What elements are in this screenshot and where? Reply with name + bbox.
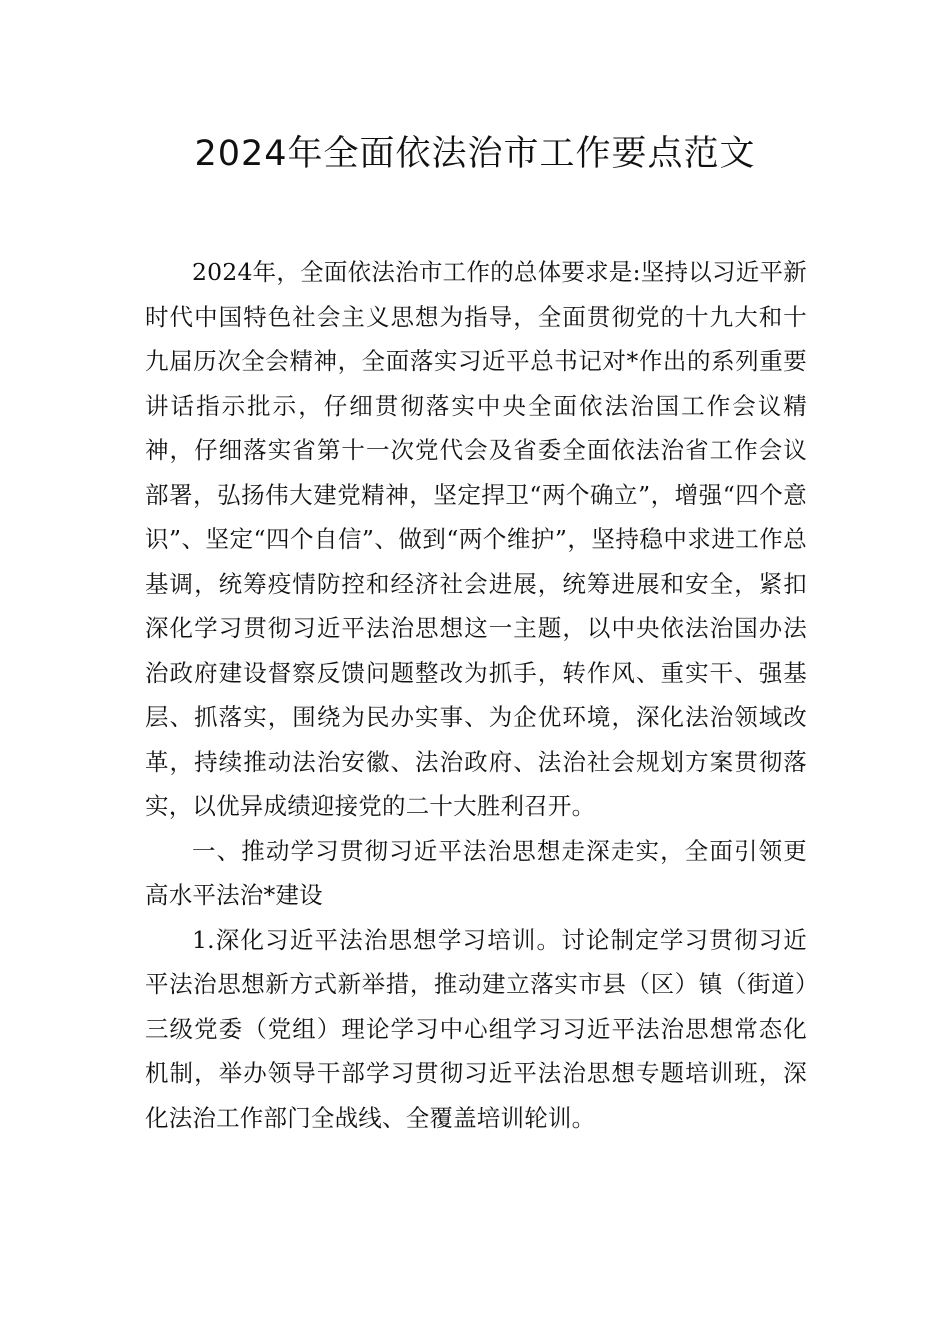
document-title: 2024年全面依法治市工作要点范文 (194, 134, 756, 174)
document-body (145, 250, 807, 1140)
paragraph-general-requirements: 2024年，全面依法治市工作的总体要求是:坚持以习近平新时代中国特色社会主义思想为指导，全面贯彻党的十九大和十九届历次全会精神，全面落实习近平总书记对*作出的系列重要讲话指示批示，仔细贯彻落实中央全面依法治国工作会议精神，仔细落实省第十一次党代会及省委全面依法治省工作会议部署，弘扬伟大建党精神，坚定捍卫“两个确立”，增强“四个意识”、坚定“四个自信”、做到“两个维护”，坚持稳中求进工作总基调，统筹疫情防控和经济社会进展，统筹进展和安全，紧扣深化学习贯彻习近平法治思想这一主题，以中央依法治国办法治政府建设督察反馈问题整改为抓手，转作风、重实干、强基层、抓落实，围绕为民办实事、为企优环境，深化法治领域改革，持续推动法治安徽、法治政府、法治社会规划方案贯彻落实，以优异成绩迎接党的二十大胜利召开。 (145, 258, 807, 820)
paragraph-section-one-heading: 一、推动学习贯彻习近平法治思想走深走实，全面引领更高水平法治*建设 (145, 836, 807, 909)
paragraph-item-one: 1.深化习近平法治思想学习培训。讨论制定学习贯彻习近平法治思想新方式新举措，推动建立落实市县（区）镇（街道）三级党委（党组）理论学习中心组学习习近平法治思想常态化机制，举办领导干部学习贯彻习近平法治思想专题培训班，深化法治工作部门全战线、全覆盖培训轮训。 (145, 925, 807, 1132)
